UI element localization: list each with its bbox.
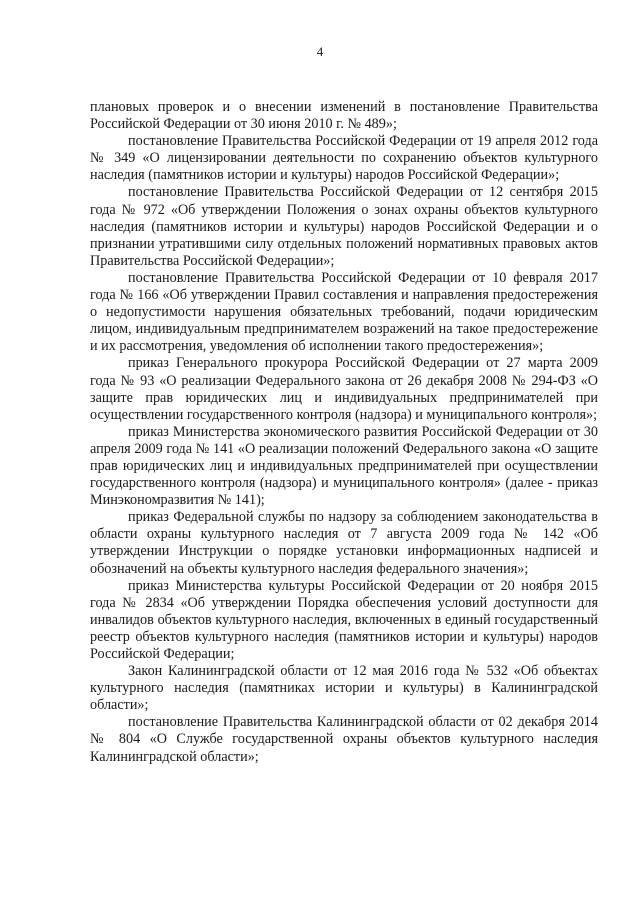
paragraph-order-141: приказ Министерства экономического развития Российской Федерации от 30 апреля 2009 года № 141 «О реализации положений Федерального закона «О защите прав юридических лиц и индивидуальных предпринимателей при осуществлении государственного контроля (надзора) и муниципального контроля» (далее - приказ Минэкономразвития № 141); <box>90 423 598 509</box>
paragraph-decree-349: постановление Правительства Российской Федерации от 19 апреля 2012 года № 349 «О лицензировании деятельности по сохранению объектов культурного наследия (памятников истории и культуры) народов Российской Федерации»; <box>90 133 598 184</box>
paragraph-order-142: приказ Федеральной службы по надзору за соблюдением законодательства в области охраны культурного наследия от 7 августа 2009 года № 142 «Об утверждении Инструкции о порядке установки информационных надписей и обозначений на объекты культурного наследия федерального значения»; <box>90 509 598 577</box>
paragraph-continuation: плановых проверок и о внесении изменений в постановление Правительства Российской Федерации от 30 июня 2010 г. № 489»; <box>90 99 598 133</box>
paragraph-decree-804: постановление Правительства Калининградской области от 02 декабря 2014 № 804 «О Службе государственной охраны объектов культурного наследия Калининградской области»; <box>90 714 598 765</box>
paragraph-law-532: Закон Калининградской области от 12 мая 2016 года № 532 «Об объектах культурного наследия (памятниках истории и культуры) в Калининградской области»; <box>90 663 598 714</box>
paragraph-order-93: приказ Генерального прокурора Российской Федерации от 27 марта 2009 года № 93 «О реализации Федерального закона от 26 декабря 2008 № 294-ФЗ «О защите прав юридических лиц и индивидуальных предпринимателей при осуществлении государственного контроля (надзора) и муниципального контроля»; <box>90 355 598 423</box>
page-number: 4 <box>316 44 324 59</box>
document-body <box>90 99 598 766</box>
paragraph-order-2834: приказ Министерства культуры Российской Федерации от 20 ноября 2015 года № 2834 «Об утверждении Порядка обеспечения условий доступности для инвалидов объектов культурного наследия, включенных в единый государственный реестр объектов культурного наследия (памятников истории и культуры) народов Российской Федерации; <box>90 577 598 662</box>
paragraph-decree-166: постановление Правительства Российской Федерации от 10 февраля 2017 года № 166 «Об утверждении Правил составления и направления предостережения о недопустимости нарушения обязательных требований, подачи юридическим лицом, индивидуальным предпринимателем возражений на такое предостережение и их рассмотрения, уведомления об исполнении такого предостережения»; <box>90 269 598 355</box>
paragraph-decree-972: постановление Правительства Российской Федерации от 12 сентября 2015 года № 972 «Об утверждении Положения о зонах охраны объектов культурного наследия (памятников истории и культуры) народов Российской Федерации и о признании утратившими силу отдельных положений нормативных правовых актов Правительства Российской Федерации»; <box>90 184 598 269</box>
